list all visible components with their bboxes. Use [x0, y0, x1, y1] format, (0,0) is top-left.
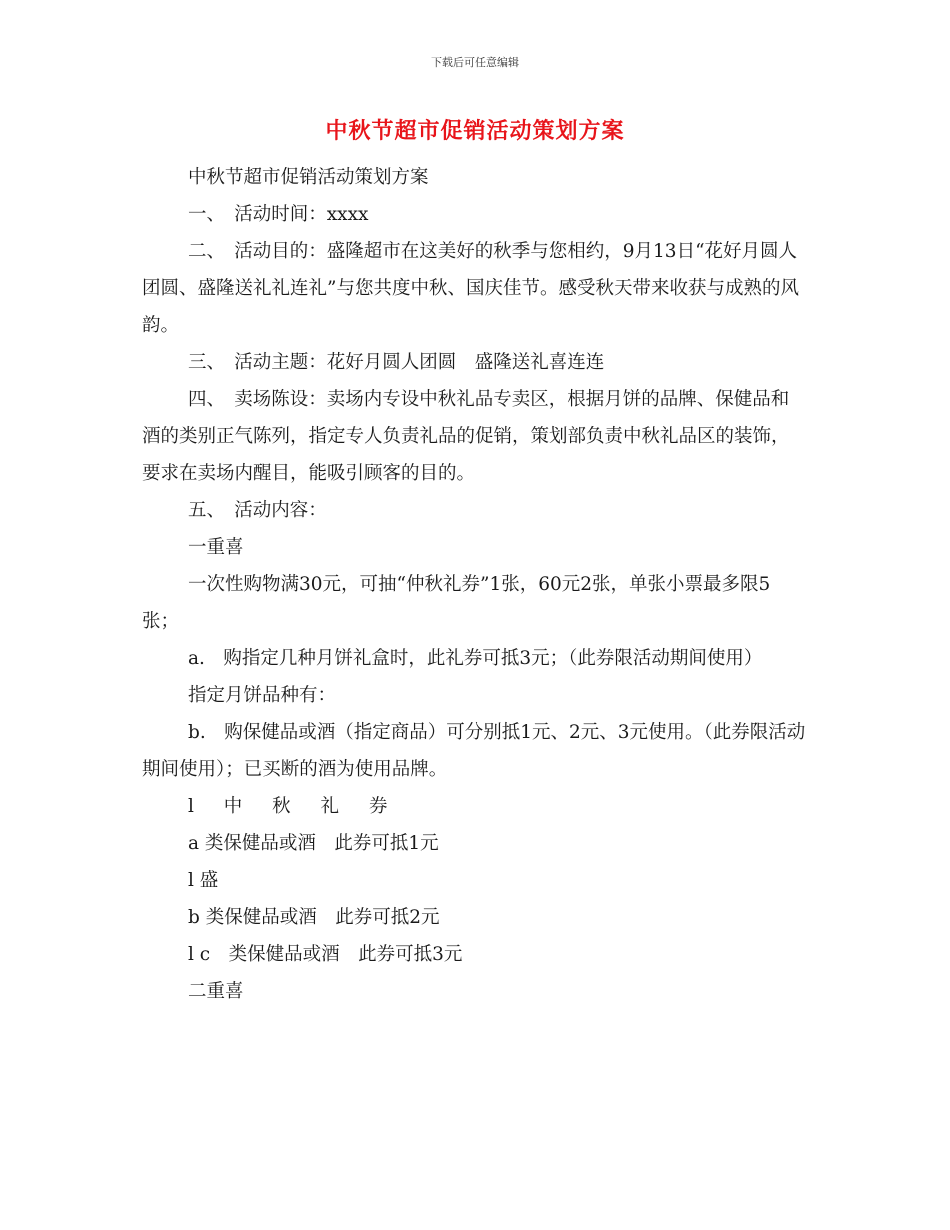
list-item-class-a: a 类保健品或酒 此券可抵1元 — [188, 833, 439, 854]
list-item-sheng: l 盛 — [188, 870, 219, 891]
paragraph-rule-a: a. 购指定几种月饼礼盒时，此礼券可抵3元；（此券限活动期间使用） — [188, 648, 763, 669]
paragraph-mooncake-types: 指定月饼品种有： — [188, 685, 337, 706]
paragraph-activity-content: 五、 活动内容： — [188, 500, 327, 521]
paragraph-activity-theme: 三、 活动主题：花好月圆人团圆 盛隆送礼喜连连 — [188, 352, 605, 373]
paragraph-activity-time: 一、 活动时间：xxxx — [188, 204, 369, 225]
paragraph-store-display: 四、 卖场陈设：卖场内专设中秋礼品专卖区，根据月饼的品牌、保健品和酒的类别正气陈列，指定专人负责礼品的促销，策划部负责中秋礼品区的装饰，要求在卖场内醒目，能吸引顾客的目的。 — [142, 389, 790, 484]
list-item-voucher: l 中 秋 礼 券 — [188, 796, 400, 817]
page-header: 下载后可任意编辑 — [431, 56, 519, 69]
subtitle-paragraph: 中秋节超市促销活动策划方案 — [188, 167, 429, 188]
paragraph-rule-b: b. 购保健品或酒（指定商品）可分别抵1元、2元、3元使用。（此券限活动期间使用）；已买断的酒为使用品牌。 — [142, 722, 806, 780]
list-item-class-b: b 类保健品或酒 此券可抵2元 — [188, 907, 440, 928]
paragraph-second-gift: 二重喜 — [188, 981, 244, 1002]
list-item-class-c: l c 类保健品或酒 此券可抵3元 — [188, 944, 463, 965]
paragraph-purchase-rule: 一次性购物满30元，可抽“仲秋礼券”1张，60元2张，单张小票最多限5张； — [142, 574, 771, 632]
document-title: 中秋节超市促销活动策划方案 — [325, 119, 625, 144]
paragraph-activity-purpose: 二、 活动目的：盛隆超市在这美好的秋季与您相约，9月13日“花好月圆人团圆、盛隆送礼礼连礼”与您共度中秋、国庆佳节。感受秋天带来收获与成熟的风韵。 — [142, 241, 799, 336]
document-body — [142, 159, 807, 1010]
paragraph-first-gift: 一重喜 — [188, 537, 244, 558]
